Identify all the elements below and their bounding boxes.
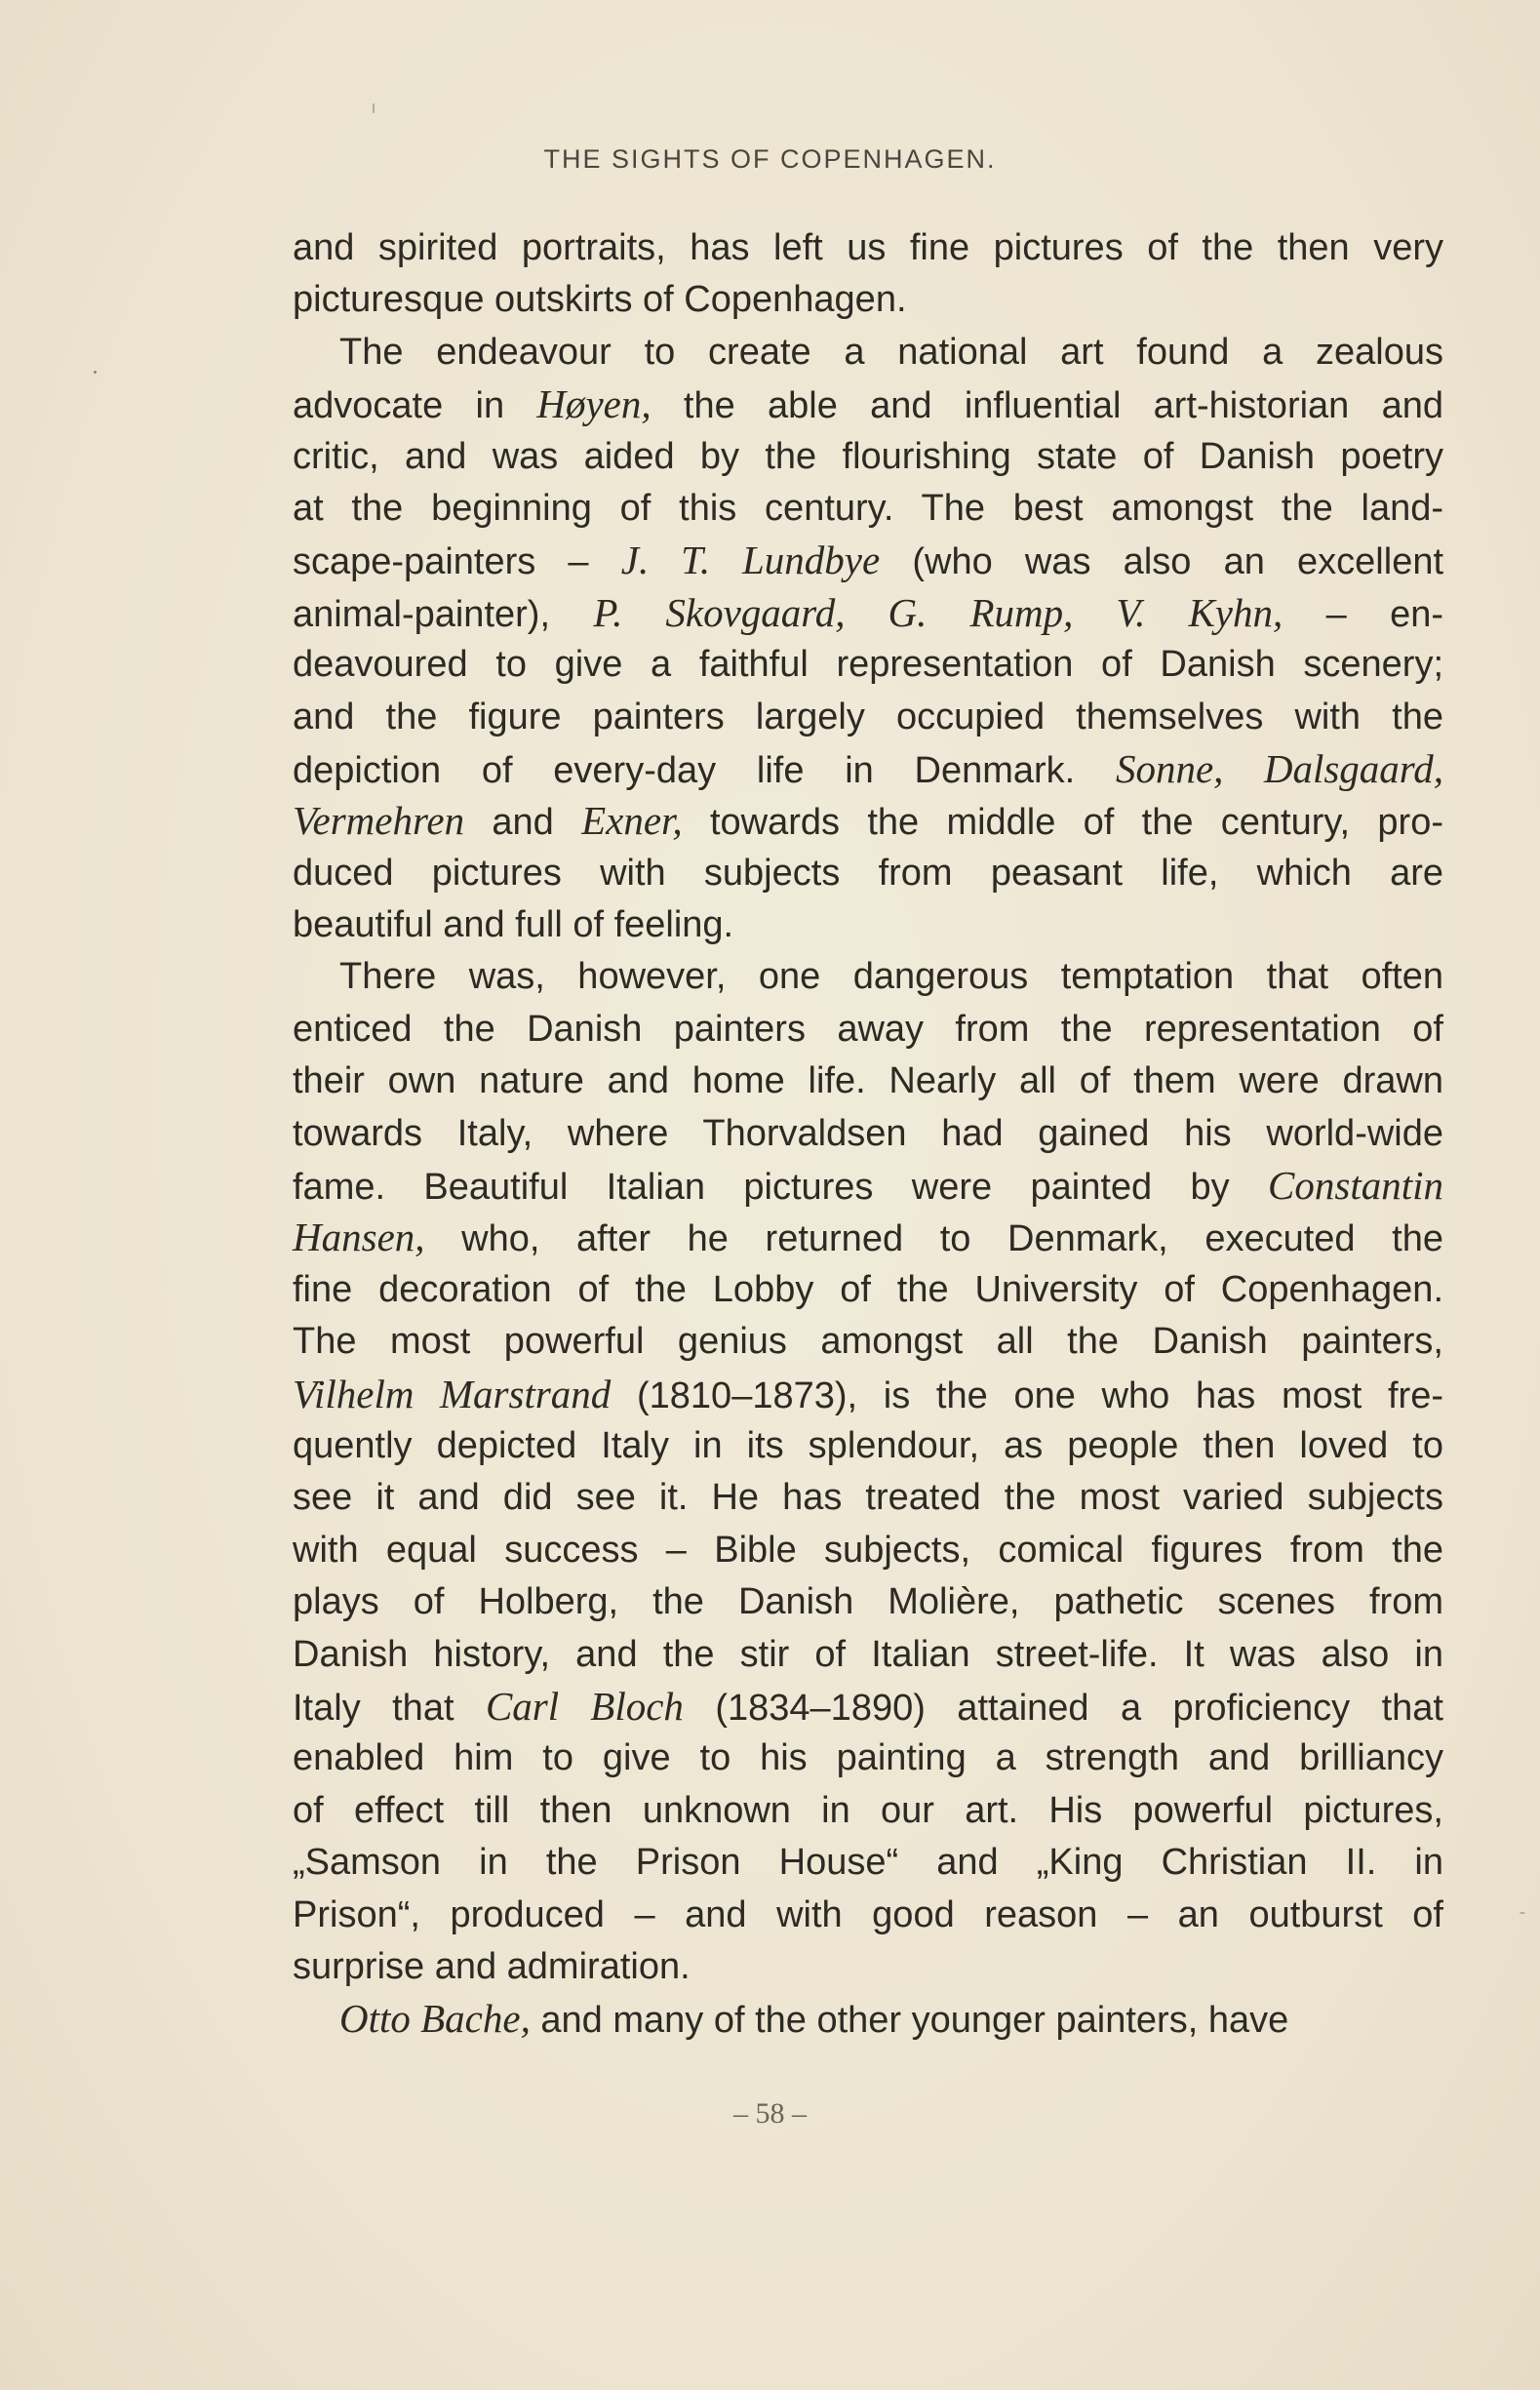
text-line	[293, 795, 1443, 847]
text-run: fame. Beautiful Italian pictures were painted by	[293, 1167, 1269, 1209]
text-line	[293, 483, 1443, 535]
italic-name: Vermehren	[293, 798, 465, 844]
text-line	[293, 274, 1443, 326]
text-run: critic, and was aided by the flourishing state of Danish poetry	[293, 435, 1443, 477]
text-run: towards the middle of the century, pro-	[682, 802, 1443, 844]
italic-name: Constantin	[1268, 1163, 1443, 1209]
text-run: and	[464, 802, 582, 844]
text-run: the able and influential art-historian and	[651, 385, 1443, 427]
paper-speck	[94, 371, 97, 374]
text-run: plays of Holberg, the Danish Molière, pathetic scenes from	[293, 1581, 1443, 1623]
text-line	[293, 1576, 1443, 1628]
text-line	[293, 1212, 1443, 1263]
text-line	[293, 1004, 1443, 1056]
text-run: scape-painters –	[293, 541, 621, 583]
text-run: enticed the Danish painters away from the representation of	[293, 1008, 1443, 1050]
text-line	[293, 1993, 1443, 2045]
text-run: Italy that	[293, 1687, 486, 1729]
text-run: and the figure painters largely occupied themselves with the	[293, 696, 1443, 737]
text-line	[293, 431, 1443, 483]
text-line	[293, 1733, 1443, 1784]
text-run: at the beginning of this century. The best amongst the land-	[293, 487, 1443, 529]
text-run: enabled him to give to his painting a strength and brilliancy	[293, 1737, 1443, 1779]
text-line	[293, 1525, 1443, 1576]
text-line	[293, 1316, 1443, 1368]
text-run: see it and did see it. He has treated the most varied subjects	[293, 1477, 1443, 1519]
text-line	[293, 1108, 1443, 1160]
text-run: their own nature and home life. Nearly all of them were drawn	[293, 1060, 1443, 1102]
text-line	[293, 951, 1443, 1003]
text-run: fine decoration of the Lobby of the University of Copenhagen.	[293, 1268, 1443, 1310]
text-run: (1810–1873), is the one who has most fre-	[611, 1374, 1443, 1416]
italic-name: J. T. Lundbye	[620, 538, 881, 583]
text-run: and many of the other younger painters, have	[530, 2000, 1289, 2042]
text-run: deavoured to give a faithful representation of Danish scenery;	[293, 644, 1443, 686]
text-line	[293, 743, 1443, 795]
text-line	[293, 222, 1443, 274]
text-line	[293, 1420, 1443, 1472]
italic-name: Exner,	[581, 798, 683, 844]
text-run: and spirited portraits, has left us fine pictures of the then very	[293, 227, 1443, 268]
text-line	[293, 848, 1443, 899]
text-run: – en-	[1283, 593, 1444, 635]
text-run: advocate in	[293, 385, 537, 427]
italic-name: Carl Bloch	[485, 1683, 684, 1729]
text-run: duced pictures with subjects from peasant life, which are	[293, 852, 1443, 894]
italic-name: Høyen,	[536, 381, 652, 427]
text-run: surprise and admiration.	[293, 1945, 691, 1987]
text-line	[293, 1264, 1443, 1316]
body-text	[293, 222, 1443, 2046]
text-run: The endeavour to create a national art found a zealous	[339, 331, 1443, 373]
text-run: The most powerful genius amongst all the Danish painters,	[293, 1321, 1443, 1363]
text-line	[293, 1941, 1443, 1993]
text-line	[293, 535, 1443, 586]
text-run: who, after he returned to Denmark, executed the	[424, 1218, 1443, 1260]
text-line	[293, 1056, 1443, 1107]
text-line	[293, 639, 1443, 691]
text-line	[293, 327, 1443, 378]
paper-mark	[373, 103, 375, 113]
text-line	[293, 692, 1443, 743]
text-run: picturesque outskirts of Copenhagen.	[293, 279, 907, 321]
text-line	[293, 1890, 1443, 1941]
text-run: There was, however, one dangerous temptation that often	[339, 956, 1443, 998]
text-run: Danish history, and the stir of Italian street-life. It was also in	[293, 1633, 1443, 1675]
page-number: – 58 –	[733, 2097, 807, 2130]
text-line	[293, 1160, 1443, 1212]
text-run: quently depicted Italy in its splendour, as people then loved to	[293, 1424, 1443, 1466]
text-line	[293, 1837, 1443, 1889]
running-header: THE SIGHTS OF COPENHAGEN.	[543, 144, 997, 174]
italic-name: Vilhelm Marstrand	[293, 1371, 612, 1416]
text-line	[293, 1369, 1443, 1420]
text-line	[293, 1785, 1443, 1837]
italic-name: Hansen,	[293, 1215, 425, 1260]
paper-mark	[1520, 1912, 1525, 1914]
text-run: „Samson in the Prison House“ and „King Christian II. in	[293, 1842, 1443, 1884]
text-run: beautiful and full of feeling.	[293, 904, 734, 946]
text-run: animal-painter),	[293, 593, 594, 635]
italic-name: Sonne, Dalsgaard,	[1115, 745, 1443, 791]
text-run: depiction of every-day life in Denmark.	[293, 749, 1116, 791]
text-line	[293, 899, 1443, 951]
text-line	[293, 1681, 1443, 1733]
text-run: with equal success – Bible subjects, comical figures from the	[293, 1529, 1443, 1571]
text-run: of effect till then unknown in our art. His powerful pictures,	[293, 1789, 1443, 1831]
text-line	[293, 1629, 1443, 1681]
text-line	[293, 587, 1443, 639]
italic-name: Otto Bache,	[339, 1996, 531, 2042]
italic-name: P. Skovgaard, G. Rump, V. Kyhn,	[593, 589, 1283, 635]
text-run: (who was also an excellent	[880, 541, 1444, 583]
text-run: towards Italy, where Thorvaldsen had gained his world-wide	[293, 1112, 1443, 1154]
text-run: (1834–1890) attained a proficiency that	[683, 1687, 1443, 1729]
text-line	[293, 1472, 1443, 1524]
text-line	[293, 378, 1443, 430]
text-run: Prison“, produced – and with good reason – an outburst of	[293, 1893, 1443, 1935]
